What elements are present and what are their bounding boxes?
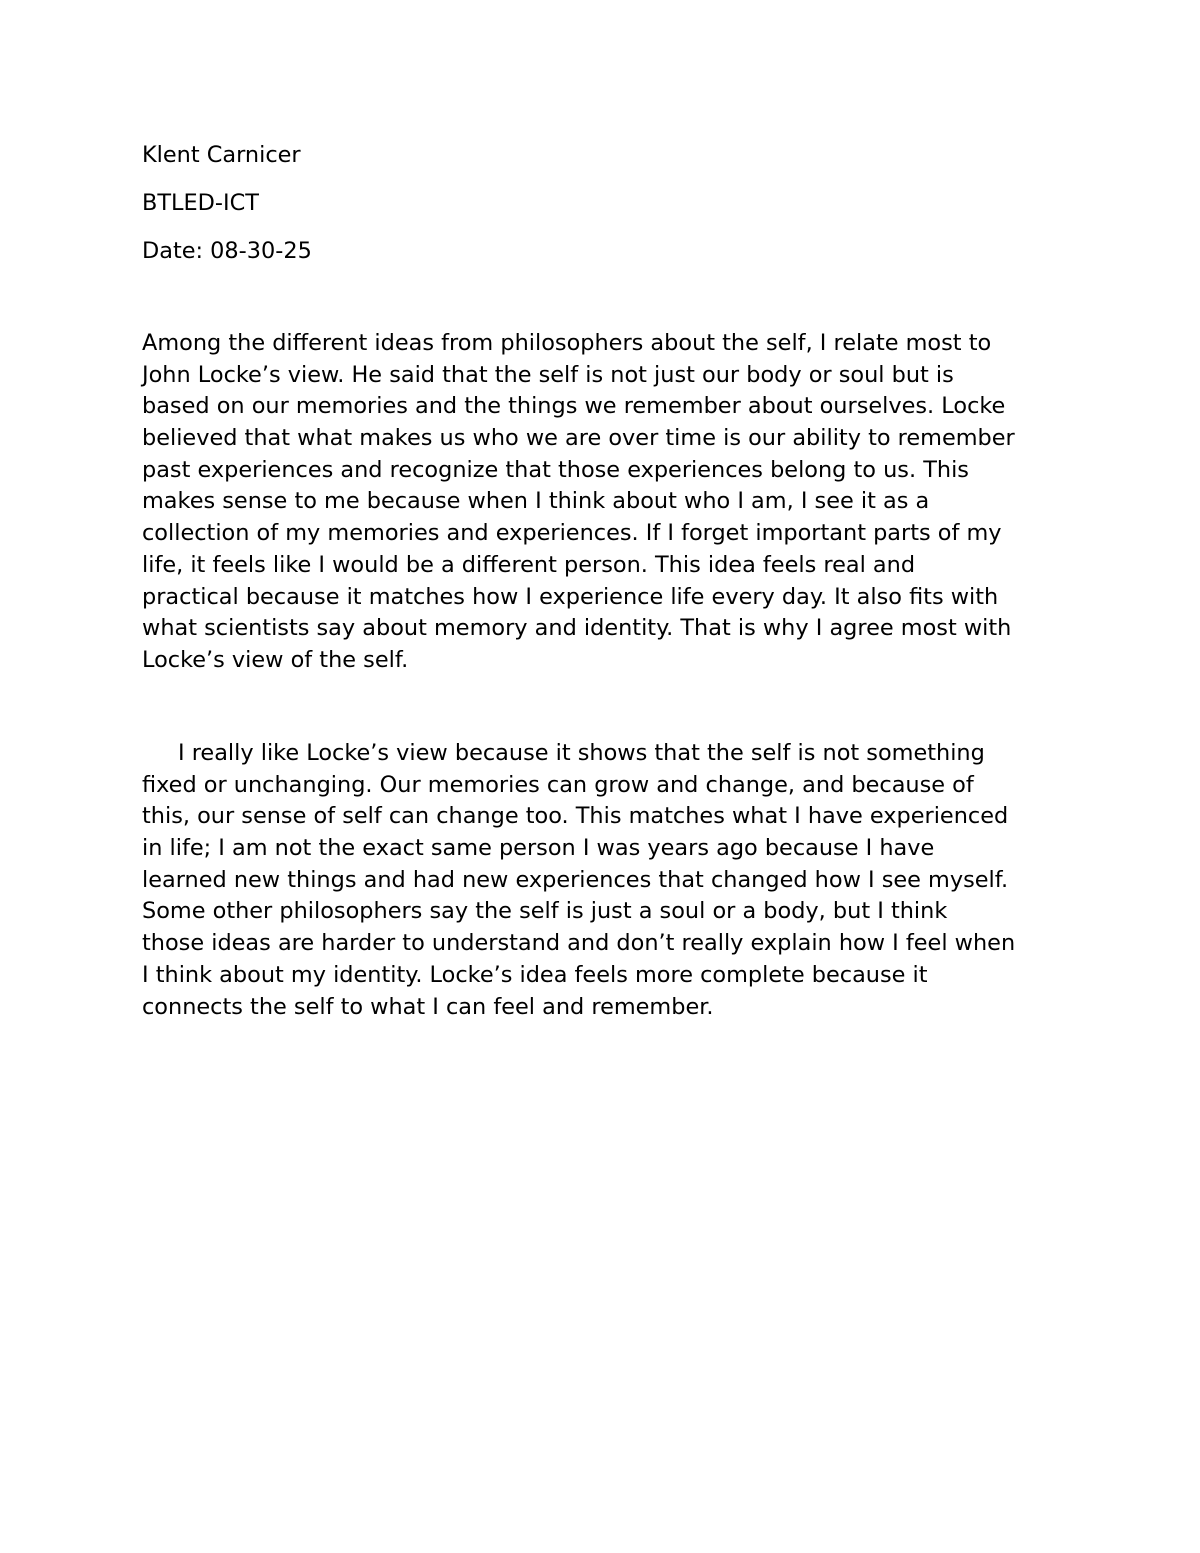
text-line: this, our sense of self can change too. This matches what I have experienced — [142, 803, 1009, 830]
text-line: John Locke’s view. He said that the self is not just our body or soul but is — [142, 361, 954, 388]
text-line: in life; I am not the exact same person I was years ago because I have — [142, 835, 935, 862]
paragraph-2 — [142, 738, 1072, 1023]
text-line: what scientists say about memory and identity. That is why I agree most with — [142, 615, 1012, 642]
document-header — [142, 140, 1072, 268]
document-date: Date: 08-30-25 — [142, 237, 312, 264]
text-line: those ideas are harder to understand and don’t really explain how I feel when — [142, 930, 1016, 957]
text-line: based on our memories and the things we remember about ourselves. Locke — [142, 393, 1006, 420]
text-line: makes sense to me because when I think about who I am, I see it as a — [142, 488, 930, 515]
paragraph-1 — [142, 328, 1072, 677]
text-line: fixed or unchanging. Our memories can grow and change, and because of — [142, 771, 974, 798]
text-line: collection of my memories and experiences. If I forget important parts of my — [142, 520, 1002, 547]
text-line: connects the self to what I can feel and remember. — [142, 993, 714, 1020]
text-line: past experiences and recognize that those experiences belong to us. This — [142, 456, 969, 483]
text-line: life, it feels like I would be a different person. This idea feels real and — [142, 551, 916, 578]
text-line: learned new things and had new experiences that changed how I see myself. — [142, 866, 1009, 893]
text-line: practical because it matches how I experience life every day. It also fits with — [142, 583, 999, 610]
text-line: Some other philosophers say the self is just a soul or a body, but I think — [142, 898, 948, 925]
text-line: Locke’s view of the self. — [142, 646, 409, 673]
author-name: Klent Carnicer — [142, 142, 301, 168]
text-line: I really like Locke’s view because it shows that the self is not something — [178, 740, 985, 766]
text-line: Among the different ideas from philosophers about the self, I relate most to — [142, 330, 992, 356]
text-line: I think about my identity. Locke’s idea feels more complete because it — [142, 961, 928, 988]
text-line: believed that what makes us who we are over time is our ability to remember — [142, 425, 1015, 452]
program-name: BTLED-ICT — [142, 189, 259, 216]
